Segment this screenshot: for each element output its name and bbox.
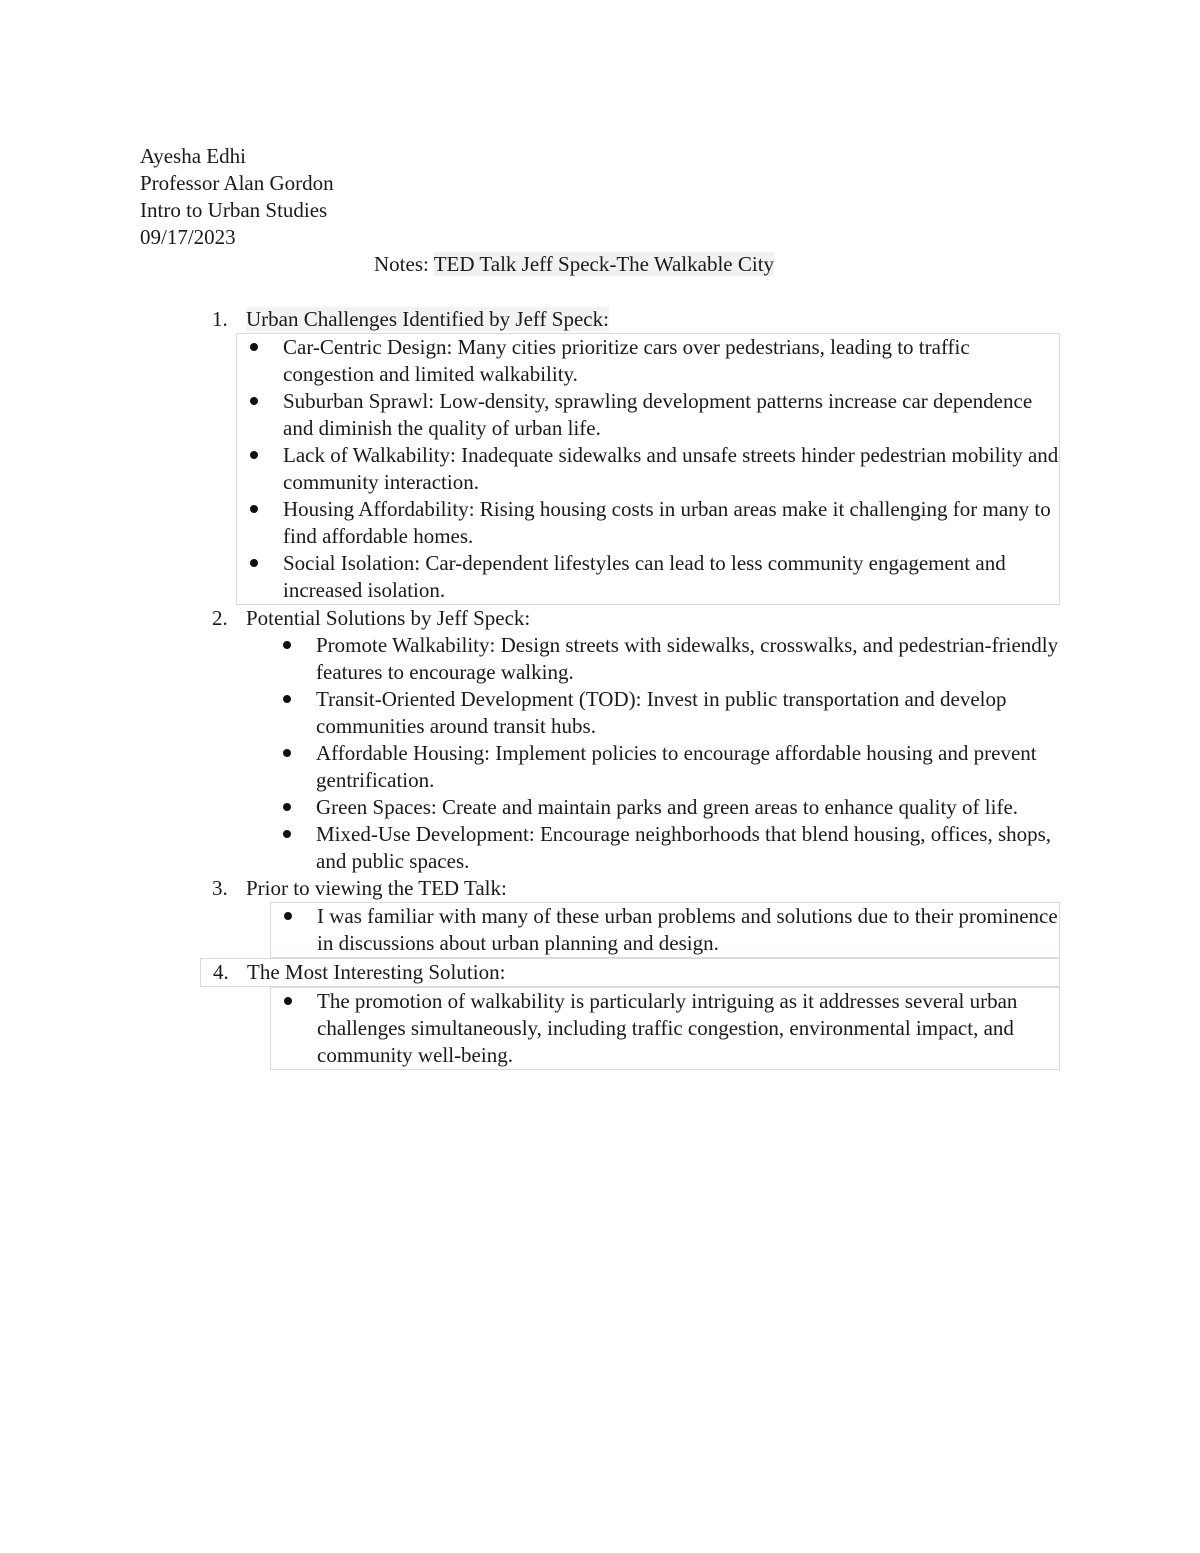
- list-item-3: [200, 875, 1060, 902]
- bullet-text: I was familiar with many of these urban problems and solutions due to their prominence in discussions about urban planning and design.: [317, 904, 1058, 955]
- bullet-text: Housing Affordability: Rising housing costs in urban areas make it challenging for many to find affordable homes.: [283, 497, 1051, 548]
- bullet-text: Mixed-Use Development: Encourage neighborhoods that blend housing, offices, shops, and public spaces.: [316, 822, 1052, 873]
- list-item: [316, 632, 1060, 686]
- list-item: [317, 988, 1059, 1069]
- bullet-text: Suburban Sprawl: Low-density, sprawling development patterns increase car dependence and diminish the quality of urban life.: [283, 389, 1033, 440]
- section-title: Urban Challenges Identified by Jeff Speck:: [246, 307, 609, 331]
- bullet-text: Social Isolation: Car-dependent lifestyles can lead to less community engagement and increased isolation.: [283, 551, 1006, 602]
- bullet-icon: [284, 997, 292, 1005]
- list-item-2: [200, 605, 1060, 632]
- bullet-list: [270, 632, 1060, 875]
- document-header: [140, 143, 334, 251]
- bullet-list: [236, 333, 1060, 605]
- bullet-icon: [250, 343, 258, 351]
- bullet-icon: [250, 451, 258, 459]
- section-title: Potential Solutions by Jeff Speck:: [246, 606, 531, 630]
- page-title: [374, 251, 774, 278]
- bullet-icon: [283, 695, 291, 703]
- bullet-list: [270, 902, 1060, 958]
- bullet-icon: [283, 641, 291, 649]
- bullet-text: Affordable Housing: Implement policies to encourage affordable housing and prevent gentrification.: [316, 741, 1037, 792]
- list-item: [283, 334, 1059, 388]
- bullet-icon: [283, 830, 291, 838]
- notes-list: [200, 306, 1060, 1070]
- bullet-text: Transit-Oriented Development (TOD): Invest in public transportation and develop communities around transit hubs.: [316, 687, 1007, 738]
- list-item: [317, 903, 1059, 957]
- course-name: Intro to Urban Studies: [140, 198, 328, 222]
- list-item: [283, 496, 1059, 550]
- list-item: [283, 550, 1059, 604]
- section-title: The Most Interesting Solution:: [247, 960, 506, 984]
- bullet-icon: [283, 803, 291, 811]
- list-item: [316, 686, 1060, 740]
- bullet-icon: [250, 397, 258, 405]
- title-text: TED Talk Jeff Speck-The Walkable City: [433, 252, 775, 276]
- list-item: [283, 388, 1059, 442]
- list-item: [316, 740, 1060, 794]
- author-name: Ayesha Edhi: [140, 144, 246, 168]
- list-number: 1.: [212, 307, 228, 331]
- list-item: [316, 821, 1060, 875]
- bullet-text: Car-Centric Design: Many cities prioritize cars over pedestrians, leading to traffic congestion and limited walkability.: [283, 335, 970, 386]
- list-number: 3.: [212, 876, 228, 900]
- bullet-text: The promotion of walkability is particularly intriguing as it addresses several urban challenges simultaneously, including traffic congestion, environmental impact, and community well-being.: [317, 989, 1018, 1067]
- list-number: 4.: [213, 960, 229, 984]
- professor-name: Professor Alan Gordon: [140, 171, 334, 195]
- list-number: 2.: [212, 606, 228, 630]
- document-date: 09/17/2023: [140, 225, 236, 249]
- bullet-text: Promote Walkability: Design streets with sidewalks, crosswalks, and pedestrian-friendly features to encourage walking.: [316, 633, 1059, 684]
- list-item-1: [200, 306, 1060, 333]
- title-prefix: Notes:: [374, 252, 434, 276]
- bullet-icon: [284, 912, 292, 920]
- bullet-icon: [250, 559, 258, 567]
- bullet-text: Green Spaces: Create and maintain parks and green areas to enhance quality of life.: [316, 795, 1019, 819]
- list-item-4: [200, 958, 1060, 987]
- bullet-text: Lack of Walkability: Inadequate sidewalks and unsafe streets hinder pedestrian mobility and community interaction.: [283, 443, 1059, 494]
- bullet-icon: [283, 749, 291, 757]
- list-item: [316, 794, 1060, 821]
- bullet-list: [270, 987, 1060, 1070]
- list-item: [283, 442, 1059, 496]
- bullet-icon: [250, 505, 258, 513]
- section-title: Prior to viewing the TED Talk:: [246, 876, 507, 900]
